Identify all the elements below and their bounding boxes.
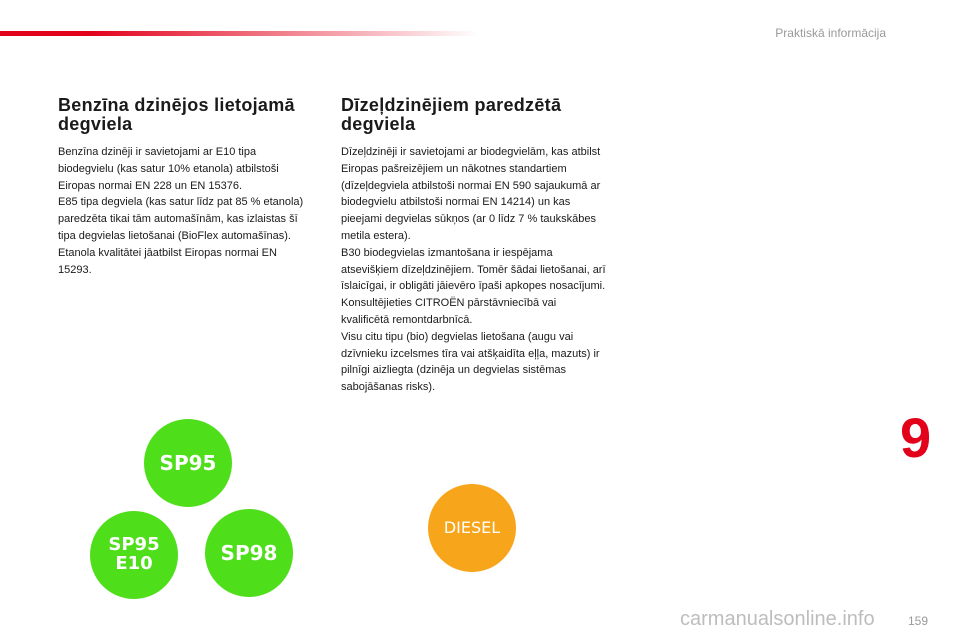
section-title: Praktiskā informācija xyxy=(775,26,886,40)
diesel-fuel-paragraph: Visu citu tipu (bio) degvielas lietošana (augu vai dzīvnieku izcelsmes tīra vai atšķaidīta eļļa, mazuts) ir pilnīgi aizliegta (dzinēja un degvielas sistēmas sabojāšanas risks). xyxy=(341,330,600,394)
sp95-e10-label-line2: E10 xyxy=(115,553,153,574)
diesel-fuel-paragraph: B30 biodegvielas izmantošana ir iespējama atsevišķiem dīzeļdzinējiem. Tomēr šādai lietošanai, arī īslaicīgai, ir obligāti jāievēro īpaši apkopes nosacījumi. Konsultējieties CITROËN pārstāvniecībā vai kvalificētā remontdarbnīcā. xyxy=(341,246,606,326)
sp95-fuel-badge xyxy=(144,419,232,507)
diesel-fuel-paragraph: Dīzeļdzinēji ir savietojami ar biodegvielām, kas atbilst Eiropas pašreizējiem un nākotnes standartiem (dīzeļdegviela atbilstoši normai EN 590 sajaukumā ar biodegvielu atbilstoši normai EN 14214) un kas pieejami degvielas sūkņos (ar 0 līdz 7 % taukskābes metila estera). xyxy=(341,146,601,242)
diesel-fuel-section xyxy=(341,96,606,396)
diesel-fuel-badge xyxy=(428,484,516,572)
chapter-number: 9 xyxy=(900,406,932,469)
petrol-fuel-paragraph: E85 tipa degviela (kas satur līdz pat 85 % etanola) paredzēta tikai tām automašīnām, kas izlaistas šī tipa degvielas lietošanai (BioFlex automašīnas). Etanola kvalitātei jāatbilst Eiropas normai EN 15293. xyxy=(58,196,304,276)
sp98-label: SP98 xyxy=(220,540,278,565)
sp95-label: SP95 xyxy=(159,450,217,475)
petrol-fuel-section xyxy=(58,96,313,278)
page-number: 159 xyxy=(908,614,929,628)
sp95-e10-fuel-badge xyxy=(90,511,178,599)
header-accent-bar xyxy=(0,31,480,36)
sp95-e10-label-line1: SP95 xyxy=(108,534,160,556)
petrol-fuel-paragraph: Benzīna dzinēji ir savietojami ar E10 tipa biodegvielu (kas satur 10% etanola) atbilstoši Eiropas normai EN 228 un EN 15376. xyxy=(58,146,279,192)
diesel-fuel-heading: Dīzeļdzinējiem paredzētā degviela xyxy=(341,95,562,134)
petrol-fuel-heading: Benzīna dzinējos lietojamā degviela xyxy=(58,95,295,134)
diesel-label: DIESEL xyxy=(443,517,501,537)
sp98-fuel-badge xyxy=(205,509,293,597)
watermark: carmanualsonline.info xyxy=(680,608,875,630)
